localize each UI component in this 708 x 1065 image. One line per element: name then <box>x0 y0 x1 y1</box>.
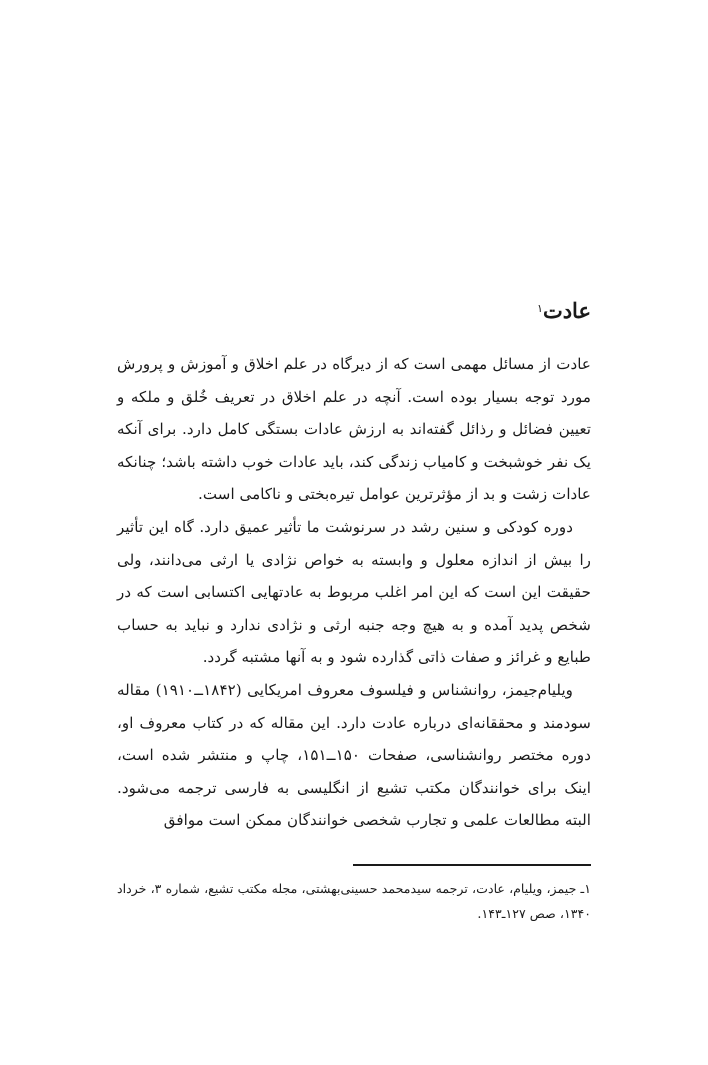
footnote-divider <box>353 864 591 866</box>
footnote-text: ۱ـ جیمز، ویلیام، عادت، ترجمه سیدمحمد حسینی‌بهشتی، مجله مکتب تشیع، شماره ۳، خرداد ۱۳۴۰، صص ۱۲۷ـ۱۴۳. <box>117 881 591 921</box>
chapter-title-text: عادت <box>542 298 591 323</box>
paragraph-3: ویلیام‌جیمز، روانشناس و فیلسوف معروف امریکایی (۱۸۴۲ــ۱۹۱۰) مقاله سودمند و محققانه‌ای درباره عادت دارد. این مقاله که در کتاب معروف او، دوره مختصر روانشناسی، صفحات ۱۵۰ــ۱۵۱، چاپ و منتشر شده است، اینک برای خوانندگان مکتب تشیع از انگلیسی به فارسی ترجمه می‌شود. البته مطالعات علمی و تجارب شخصی خوانندگان ممکن است موافق <box>117 680 591 830</box>
chapter-title <box>537 296 591 326</box>
paragraph-2: دوره کودکی و سنین رشد در سرنوشت ما تأثیر عمیق دارد. گاه این تأثیر را بیش از اندازه معلول و وابسته به خواص نژادی یا ارثی می‌دانند، ولی حقیقت این است که این امر اغلب مربوط به عادتهایی اکتسابی است که در شخص پدید آمده و به هیچ وجه جنبه ارثی و نژادی ندارد و نباید به حساب طبایع و غرائز و صفات ذاتی گذارده شود و به آنها مشتبه گردد. <box>117 517 591 667</box>
footnote-reference-mark: ۱ <box>537 302 543 315</box>
body-text <box>117 348 591 837</box>
paragraph-1: عادت از مسائل مهمی است که از دیرگاه در علم اخلاق و آموزش و پرورش مورد توجه بسیار بوده است. آنچه در علم اخلاق در تعریف خُلق و ملکه و تعیین فضائل و رذائل گفته‌اند به ارزش عادات بستگی کامل دارد. برای آنکه یک نفر خوشبخت و کامیاب زندگی کند، باید عادات خوب داشته باشد؛ چنانکه عادات زشت و بد از مؤثرترین عوامل تیره‌بختی و ناکامی است. <box>117 355 591 504</box>
